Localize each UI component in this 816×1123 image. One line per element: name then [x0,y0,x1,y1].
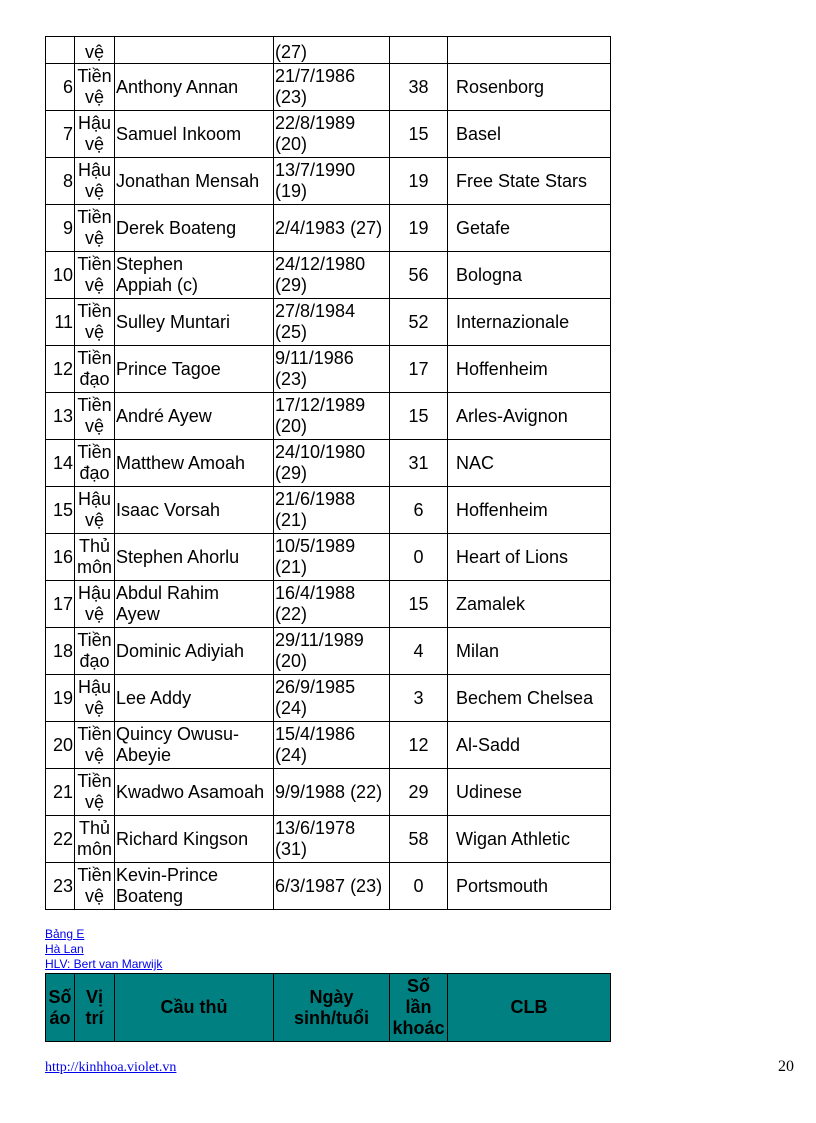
cell-dob [274,581,390,628]
cell-line: CLB [510,997,548,1017]
table-row [46,675,611,722]
cell-line: 9/11/1986 [275,348,354,368]
cell-player [115,722,274,769]
cell-line: Boateng [116,886,184,906]
cell-caps: 15 [390,581,448,628]
cell-position [75,769,115,816]
table-row [46,111,611,158]
cell-position [75,628,115,675]
cell-club: Bechem Chelsea [448,675,611,722]
cell-dob [274,346,390,393]
cell-player [115,37,274,64]
cell-line: áo [49,1007,71,1028]
cell-line: Tiền [77,348,112,368]
cell-line: Appiah (c) [116,275,199,295]
cell-line: vệ [84,181,104,201]
cell-position [75,534,115,581]
cell-line: vệ [84,275,104,295]
cell-player [115,440,274,487]
cell-line: André Ayew [116,405,212,426]
cell-line: Tiền [77,254,112,274]
cell-player [115,205,274,252]
cell-dob [274,111,390,158]
cell-dob [274,628,390,675]
cell-line: khoác [392,1018,445,1038]
link-coach[interactable]: HLV: Bert van Marwijk [45,957,163,971]
cell-line: (23) [275,87,308,107]
cell-line: Kevin-Prince [116,865,219,885]
cell-dob [274,205,390,252]
cell-player [115,252,274,299]
footer-url-link[interactable]: http://kinhhoa.violet.vn [45,1060,177,1075]
cell-line: Thủ [78,818,111,838]
cell-line: đạo [79,651,110,671]
cell-number: 10 [46,252,75,299]
table-row [46,440,611,487]
cell-line: 22/8/1989 [275,113,356,133]
header-dob [274,974,390,1042]
cell-dob [274,440,390,487]
cell-club: Hoffenheim [448,487,611,534]
cell-dob [274,769,390,816]
cell-number [46,37,75,64]
cell-club: Heart of Lions [448,534,611,581]
cell-line: đạo [79,369,110,389]
cell-dob [274,393,390,440]
cell-line: Thủ [78,536,111,556]
cell-line: vệ [84,886,104,906]
link-netherlands[interactable]: Hà Lan [45,942,84,956]
cell-club: Basel [448,111,611,158]
table-row [46,487,611,534]
cell-line: 21/7/1986 [275,66,356,86]
cell-line: 13/6/1978 [275,818,356,838]
cell-line: Kwadwo Asamoah [116,781,265,802]
cell-line: Hậu [77,677,112,697]
table-row [46,863,611,910]
cell-line: sinh/tuổi [294,1007,369,1028]
cell-line: (25) [275,322,308,342]
cell-line: Stephen Ahorlu [116,546,240,567]
cell-number: 12 [46,346,75,393]
cell-line: Tiền [77,301,112,321]
cell-line: (20) [275,416,308,436]
cell-line: 26/9/1985 [275,677,356,697]
cell-club: NAC [448,440,611,487]
cell-club: Udinese [448,769,611,816]
cell-caps: 0 [390,534,448,581]
cell-club: Wigan Athletic [448,816,611,863]
cell-line: môn [76,557,112,577]
cell-line: Quincy Owusu- [116,724,240,744]
cell-caps: 58 [390,816,448,863]
cell-line: (29) [275,463,308,483]
cell-line: vệ [84,510,104,530]
cell-line: vệ [84,604,104,624]
squad-table [45,36,611,910]
cell-position: vệ [75,37,115,64]
cell-position [75,487,115,534]
cell-position [75,299,115,346]
cell-line: Abeyie [116,745,172,765]
cell-caps: 29 [390,769,448,816]
cell-dob [274,534,390,581]
cell-line: (29) [275,275,308,295]
cell-position [75,581,115,628]
cell-number: 6 [46,64,75,111]
cell-position [75,816,115,863]
table-row [46,816,611,863]
cell-line: Tiền [77,771,112,791]
header-position [75,974,115,1042]
header-row [46,974,611,1042]
cell-line: đạo [79,463,110,483]
cell-line: (24) [275,745,308,765]
cell-line: Hậu [77,113,112,133]
cell-club: Al-Sadd [448,722,611,769]
cell-line: 6/3/1987 (23) [275,875,383,896]
cell-line: vệ [84,322,104,342]
cell-position [75,675,115,722]
cell-position [75,64,115,111]
cell-line: Số [406,976,430,996]
cell-line: Sulley Muntari [116,311,231,332]
cell-line: Stephen [116,254,184,274]
cell-line: Prince Tagoe [116,358,221,379]
cell-line: 21/6/1988 [275,489,356,509]
header-club [448,974,611,1042]
table-row [46,37,611,64]
cell-line: 16/4/1988 [275,583,356,603]
table-row [46,64,611,111]
table-row [46,581,611,628]
cell-line: 27/8/1984 [275,301,356,321]
table-row [46,205,611,252]
cell-dob: (27) [274,37,390,64]
cell-number: 16 [46,534,75,581]
cell-caps: 52 [390,299,448,346]
cell-club: Free State Stars [448,158,611,205]
cell-number: 19 [46,675,75,722]
cell-caps: 19 [390,205,448,252]
table-row [46,534,611,581]
cell-dob [274,299,390,346]
cell-number: 11 [46,299,75,346]
cell-position [75,252,115,299]
cell-line: Tiền [77,630,112,650]
cell-player [115,64,274,111]
cell-line: Vị [85,986,103,1007]
cell-club: Internazionale [448,299,611,346]
cell-line: lần [405,997,432,1017]
cell-number: 8 [46,158,75,205]
cell-player [115,158,274,205]
cell-line: 17/12/1989 [275,395,366,415]
cell-line: 15/4/1986 [275,724,356,744]
cell-number: 13 [46,393,75,440]
cell-line: vệ [84,745,104,765]
cell-position [75,158,115,205]
cell-dob [274,863,390,910]
cell-line: (19) [275,181,308,201]
table-row [46,346,611,393]
header-caps [390,974,448,1042]
cell-line: 29/11/1989 [275,630,364,650]
cell-position [75,393,115,440]
cell-line: Cầu thủ [160,997,228,1017]
cell-number: 18 [46,628,75,675]
cell-line: (20) [275,651,308,671]
cell-number: 9 [46,205,75,252]
cell-player [115,628,274,675]
cell-line: Hậu [77,160,112,180]
cell-line: Richard Kingson [116,828,249,849]
cell-line: (21) [275,557,308,577]
cell-caps: 38 [390,64,448,111]
cell-line: Số [48,986,72,1007]
cell-position [75,863,115,910]
cell-line: 2/4/1983 (27) [275,217,383,238]
cell-line: Jonathan Mensah [116,170,260,191]
cell-position [75,440,115,487]
cell-line: Tiền [77,865,112,885]
cell-player [115,299,274,346]
cell-player [115,534,274,581]
cell-line: Tiền [77,724,112,744]
table-row [46,393,611,440]
cell-line: 10/5/1989 [275,536,356,556]
cell-caps: 15 [390,393,448,440]
cell-caps: 31 [390,440,448,487]
cell-line: Isaac Vorsah [116,499,221,520]
cell-number: 15 [46,487,75,534]
cell-line: vệ [84,87,104,107]
cell-line: 13/7/1990 [275,160,356,180]
cell-caps: 12 [390,722,448,769]
cell-line: (23) [275,369,308,389]
cell-dob [274,158,390,205]
cell-line: Samuel Inkoom [116,123,242,144]
cell-line: Tiền [77,395,112,415]
cell-line: vệ [84,698,104,718]
cell-line: 24/10/1980 [275,442,366,462]
cell-line: vệ [84,416,104,436]
cell-line: Hậu [77,583,112,603]
table-row [46,769,611,816]
link-group-e[interactable]: Bảng E [45,927,85,941]
cell-number: 17 [46,581,75,628]
cell-dob [274,675,390,722]
cell-position [75,346,115,393]
cell-caps: 0 [390,863,448,910]
cell-line: Tiền [77,442,112,462]
cell-line: vệ [84,792,104,812]
cell-number: 22 [46,816,75,863]
cell-line: Hậu [77,489,112,509]
cell-line: Abdul Rahim [116,583,220,603]
cell-number: 20 [46,722,75,769]
cell-line: Anthony Annan [116,76,239,97]
cell-number: 21 [46,769,75,816]
cell-club: Bologna [448,252,611,299]
cell-line: 24/12/1980 [275,254,366,274]
cell-caps: 4 [390,628,448,675]
cell-line: Dominic Adiyiah [116,640,245,661]
cell-player [115,769,274,816]
cell-line: trí [85,1007,104,1028]
cell-player [115,346,274,393]
cell-club: Zamalek [448,581,611,628]
cell-dob [274,816,390,863]
table-row [46,158,611,205]
cell-line: Ngày [309,986,354,1007]
cell-line: Tiền [77,66,112,86]
cell-caps [390,37,448,64]
table-row [46,299,611,346]
cell-dob [274,722,390,769]
cell-number: 14 [46,440,75,487]
cell-dob [274,64,390,111]
cell-caps: 15 [390,111,448,158]
cell-player [115,863,274,910]
cell-dob [274,487,390,534]
cell-club: Portsmouth [448,863,611,910]
table-row [46,252,611,299]
cell-player [115,487,274,534]
cell-line: (20) [275,134,308,154]
header-player [115,974,274,1042]
cell-position [75,111,115,158]
cell-caps: 3 [390,675,448,722]
cell-line: Ayew [116,604,160,624]
cell-position [75,205,115,252]
cell-line: 9/9/1988 (22) [275,781,383,802]
cell-number: 7 [46,111,75,158]
cell-club: Milan [448,628,611,675]
cell-line: Matthew Amoah [116,452,246,473]
next-squad-header [45,973,611,1042]
cell-club: Hoffenheim [448,346,611,393]
table-row [46,722,611,769]
cell-player [115,675,274,722]
squad-table-body [46,37,611,910]
table-row [46,628,611,675]
cell-caps: 56 [390,252,448,299]
cell-caps: 19 [390,158,448,205]
cell-number: 23 [46,863,75,910]
header-number [46,974,75,1042]
cell-club: Rosenborg [448,64,611,111]
cell-line: (21) [275,510,308,530]
cell-line: Tiền [77,207,112,227]
cell-player [115,111,274,158]
cell-player [115,816,274,863]
cell-club: Getafe [448,205,611,252]
cell-caps: 17 [390,346,448,393]
page-number: 20 [778,1058,794,1075]
cell-player [115,393,274,440]
cell-line: (31) [275,839,308,859]
cell-line: Lee Addy [116,687,192,708]
cell-position [75,722,115,769]
group-links [45,927,162,972]
cell-dob [274,252,390,299]
cell-line: (24) [275,698,308,718]
cell-line: vệ [84,228,104,248]
cell-line: môn [76,839,112,859]
cell-line: Derek Boateng [116,217,237,238]
cell-line: (22) [275,604,308,624]
cell-line: vệ [84,134,104,154]
cell-caps: 6 [390,487,448,534]
cell-club [448,37,611,64]
cell-player [115,581,274,628]
cell-club: Arles-Avignon [448,393,611,440]
